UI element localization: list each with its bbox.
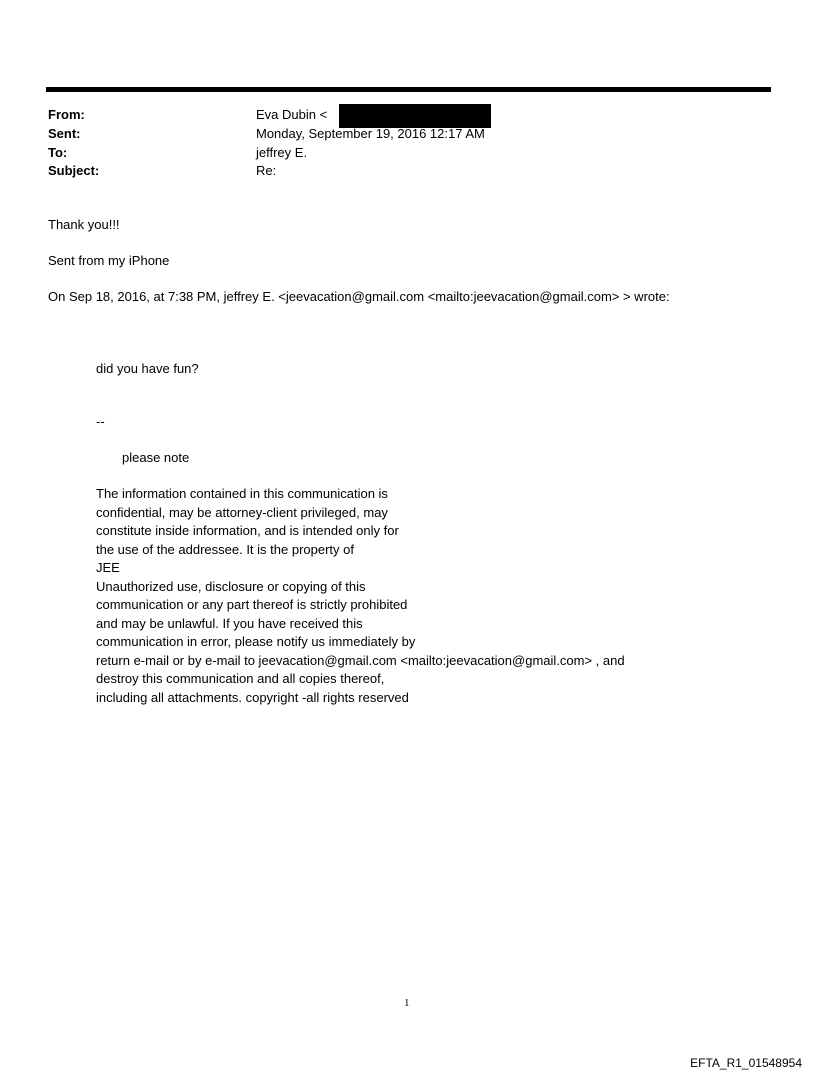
sent-value: Monday, September 19, 2016 12:17 AM: [256, 126, 485, 141]
page-number: 1: [404, 997, 410, 1009]
please-note-text: please note: [122, 450, 190, 465]
disclaimer-line: communication in error, please notify us immediately by: [96, 634, 416, 649]
disclaimer-line: confidential, may be attorney-client privileged, may: [96, 504, 388, 520]
quote-intro-text: On Sep 18, 2016, at 7:38 PM, jeffrey E. <jeevacation@gmail.com <mailto:jeevacation@gmail.com> > wrote:: [48, 289, 670, 304]
signature-text: Sent from my iPhone: [48, 253, 170, 268]
disclaimer-line: JEE: [96, 560, 120, 575]
disclaimer-line: and may be unlawful. If you have received this: [96, 615, 363, 631]
sent-label: Sent:: [48, 126, 81, 141]
disclaimer-line: destroy this communication and all copies thereof,: [96, 671, 385, 686]
subject-value: Re:: [256, 163, 277, 178]
disclaimer-line: Unauthorized use, disclosure or copying of this: [96, 578, 366, 594]
header-rule: [46, 87, 771, 92]
disclaimer-line: return e-mail or by e-mail to jeevacation@gmail.com <mailto:jeevacation@gmail.com> , and: [96, 652, 625, 668]
question-text: did you have fun?: [96, 361, 199, 376]
from-value: Eva Dubin <: [256, 107, 328, 122]
disclaimer-line: the use of the addressee. It is the property of: [96, 541, 354, 557]
to-value: jeffrey E.: [256, 145, 308, 160]
disclaimer-block: [96, 485, 625, 707]
disclaimer-line: including all attachments. copyright -all rights reserved: [96, 689, 409, 705]
document-id: EFTA_R1_01548954: [690, 1056, 802, 1070]
to-label: To:: [48, 145, 68, 160]
disclaimer-line: communication or any part thereof is strictly prohibited: [96, 597, 408, 612]
disclaimer-line: The information contained in this communication is: [96, 486, 388, 501]
subject-label: Subject:: [48, 163, 100, 178]
thank-you-text: Thank you!!!: [48, 217, 120, 232]
separator-text: --: [96, 414, 105, 429]
from-label: From:: [48, 107, 85, 122]
disclaimer-line: constitute inside information, and is intended only for: [96, 523, 399, 538]
